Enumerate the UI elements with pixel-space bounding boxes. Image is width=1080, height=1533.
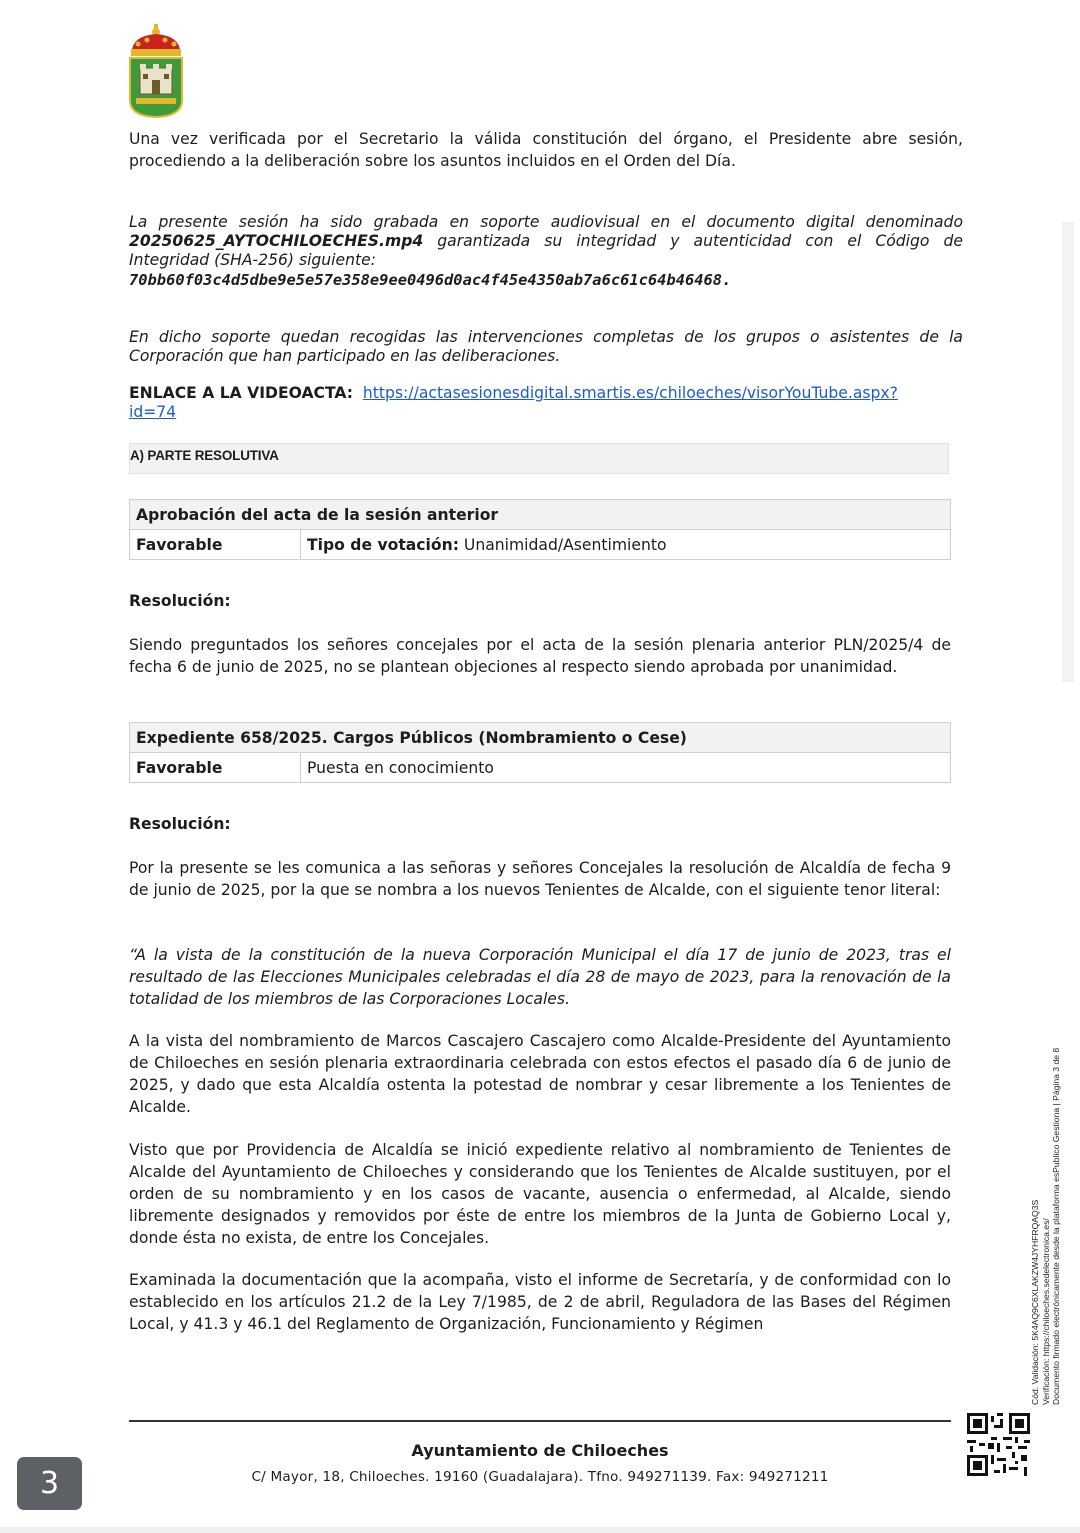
- agenda-item-table-1: [129, 499, 951, 560]
- footer-divider: [129, 1420, 951, 1422]
- validation-code: Cód. Validación: 5K4AQ9C6XLAKZW4JYHFRQAQ3S: [1030, 1199, 1040, 1405]
- agenda-item-title: Aprobación del acta de la sesión anterior: [130, 500, 951, 530]
- agenda-item-title: Expediente 658/2025. Cargos Públicos (Nombramiento o Cese): [130, 723, 951, 753]
- footer-address: C/ Mayor, 18, Chiloeches. 19160 (Guadalajara). Tfno. 949271139. Fax: 949271211: [251, 1469, 829, 1485]
- agenda-item-table-2: [129, 722, 951, 783]
- video-link-url[interactable]: https://actasesionesdigital.smartis.es/chiloeches/visorYouTube.aspx? id=74: [129, 384, 898, 421]
- integrity-hash: 70bb60f03c4d5dbe9e5e57e358e9ee0496d0ac4f45e4350ab7a6c61c64b46468.: [129, 271, 732, 289]
- quote-paragraph: “A la vista de la constitución de la nueva Corporación Municipal el día 17 de junio de 2023, tras el resultado de las Elecciones Municipales celebradas el día 28 de mayo de 2023, para la renovación de la totalidad de los miembros de las Corporaciones Locales.: [129, 946, 951, 1008]
- resolution-text: Siendo preguntados los señores concejales por el acta de la sesión plenaria anterior PLN/2025/4 de fecha 6 de junio de 2025, no se plantean objeciones al respecto siendo aprobada por unanimidad.: [129, 636, 951, 676]
- resolution-text: Por la presente se les comunica a las señoras y señores Concejales la resolución de Alcaldía de fecha 9 de junio de 2025, por la que se nombra a los nuevos Tenientes de Alcalde, con el siguiente tenor literal:: [129, 859, 951, 899]
- vote-result: Favorable: [130, 753, 301, 783]
- verification-url: Verificación: https://chiloeches.sedelectronica.es/: [1040, 1218, 1051, 1405]
- intro-paragraph: Una vez verificada por el Secretario la válida constitución del órgano, el Presidente abre sesión, procediendo a la deliberación sobre los asuntos incluidos en el Orden del Día.: [129, 130, 963, 170]
- page-number-badge: 3: [17, 1457, 82, 1510]
- vote-type-value: Puesta en conocimiento: [301, 753, 951, 783]
- coat-of-arms-logo: [128, 22, 184, 118]
- footer-organization-name: Ayuntamiento de Chiloeches: [411, 1441, 669, 1460]
- body-paragraph-2: Visto que por Providencia de Alcaldía se inició expediente relativo al nombramiento de Tenientes de Alcalde del Ayuntamiento de Chiloeches y considerando que los Tenientes de Alcalde sustituyen, por el orden de su nombramiento y en los casos de vacante, ausencia o enfermedad, al Alcalde, siendo libremente designados y removidos por éste de entre los miembros de la Junta de Gobierno Local y, donde ésta no exista, de entre los Concejales.: [129, 1141, 951, 1247]
- recording-paragraph: [129, 213, 963, 270]
- vote-type-cell: [301, 530, 951, 560]
- body-paragraph-1: A la vista del nombramiento de Marcos Cascajero Cascajero como Alcalde-Presidente del Ayuntamiento de Chiloeches en sesión plenaria extraordinaria celebrada con estos efectos el pasado día 6 de junio de 2025, y dado que esta Alcaldía ostenta la potestad de nombrar y cesar libremente a los Tenientes de Alcalde.: [129, 1032, 951, 1116]
- video-link-label: ENLACE A LA VIDEOACTA:: [129, 384, 353, 402]
- qr-code-icon: [967, 1413, 1030, 1476]
- recording-file-name: 20250625_AYTOCHILOECHES.mp4: [129, 232, 424, 250]
- vote-result: Favorable: [130, 530, 301, 560]
- page-bottom-edge: [0, 1527, 1080, 1533]
- signature-note: Documento firmado electrónicamente desde la plataforma esPublico Gestiona | Página 3 de 8: [1051, 1047, 1061, 1405]
- resolution-label: Resolución:: [129, 815, 231, 833]
- section-header-bar: [129, 443, 949, 474]
- vote-type-label: Tipo de votación:: [307, 535, 459, 554]
- scrollbar[interactable]: [1062, 222, 1074, 682]
- support-paragraph: En dicho soporte quedan recogidas las intervenciones completas de los grupos o asistentes de la Corporación que han participado en las deliberaciones.: [129, 328, 963, 365]
- recording-text-part2: garantizada su integridad y autenticidad con el Código de Integridad (SHA-256) siguiente:: [129, 232, 963, 269]
- recording-text-part1: La presente sesión ha sido grabada en soporte audiovisual en el documento digital denominado: [129, 213, 963, 231]
- resolution-label: Resolución:: [129, 592, 231, 610]
- body-paragraph-3: Examinada la documentación que la acompaña, visto el informe de Secretaría, y de conformidad con lo establecido en los artículos 21.2 de la Ley 7/1985, de 2 de abril, Reguladora de las Bases del Régimen Local, y 41.3 y 46.1 del Reglamento de Organización, Funcionamiento y Régimen: [129, 1271, 951, 1333]
- video-link-paragraph: [129, 384, 963, 422]
- validation-side-text: [1030, 1048, 1062, 1405]
- section-title: A) PARTE RESOLUTIVA: [130, 448, 279, 463]
- vote-type-value: Unanimidad/Asentimiento: [463, 535, 667, 554]
